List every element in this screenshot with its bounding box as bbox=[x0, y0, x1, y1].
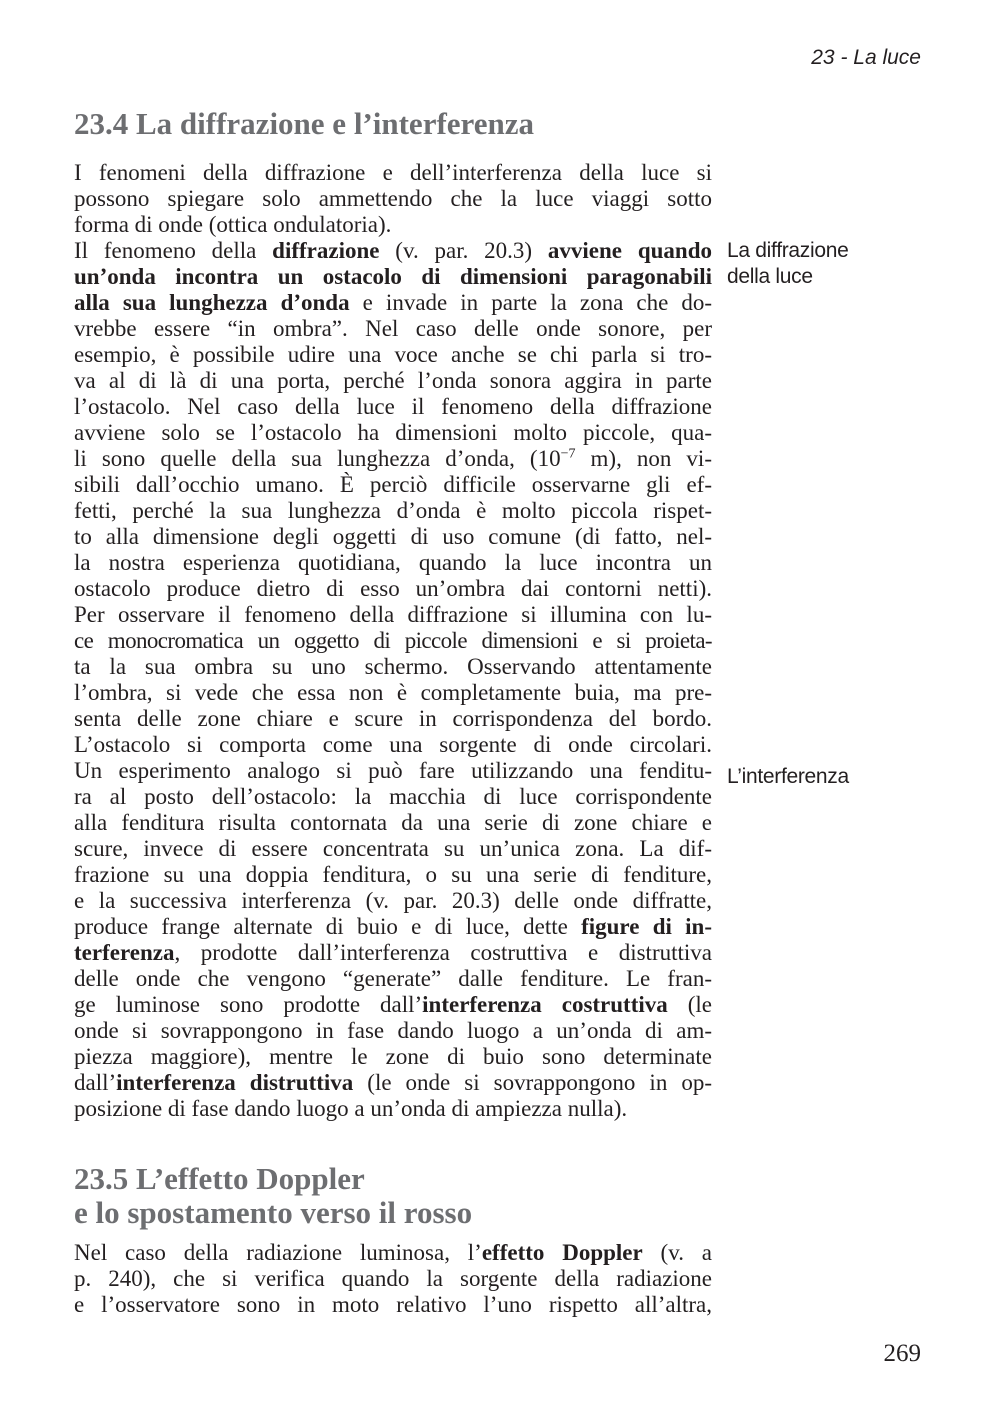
text-line: scure, invece di essere concentrata su un’unica zona. La dif- bbox=[74, 836, 712, 861]
text-line: onde si sovrappongono in fase dando luogo a un’onda di am- bbox=[74, 1018, 712, 1043]
text-line: vrebbe essere “in ombra”. Nel caso delle onde sonore, per bbox=[74, 316, 712, 341]
text-line: Nel caso della radiazione luminosa, l’effetto Doppler (v. a bbox=[74, 1240, 712, 1265]
bold-term: terferenza bbox=[74, 940, 175, 965]
text-line: ge luminose sono prodotte dall’interferenza costruttiva (le bbox=[74, 992, 712, 1017]
text-line: I fenomeni della diffrazione e dell’interferenza della luce si bbox=[74, 160, 712, 185]
bold-term: avviene quando bbox=[547, 238, 712, 263]
text-line: avviene solo se l’ostacolo ha dimensioni molto piccole, qua- bbox=[74, 420, 712, 445]
margin-note-diffrazione bbox=[727, 238, 849, 290]
section-heading-line: 23.5 L’effetto Doppler bbox=[74, 1161, 365, 1196]
text-line: ostacolo produce dietro di esso un’ombra dai contorni netti). bbox=[74, 576, 712, 601]
text-line: posizione di fase dando luogo a un’onda di ampiezza nulla). bbox=[74, 1096, 628, 1121]
bold-term: effetto Doppler bbox=[481, 1240, 643, 1265]
text-line: forma di onde (ottica ondulatoria). bbox=[74, 212, 392, 237]
text-line: Un esperimento analogo si può fare utilizzando una fenditu- bbox=[74, 758, 712, 783]
bold-term: interferenza distruttiva bbox=[116, 1070, 354, 1095]
text-line: li sono quelle della sua lunghezza d’onda, ($10^{-7}$ m), non vi- bbox=[74, 446, 712, 471]
text-line: produce frange alternate di buio e di luce, dette figure di in- bbox=[74, 914, 712, 939]
text-line: la nostra esperienza quotidiana, quando la luce incontra un bbox=[74, 550, 712, 575]
section-heading-23-4 bbox=[74, 107, 534, 141]
text-line: va al di là di una porta, perché l’onda sonora aggira in parte bbox=[74, 368, 712, 393]
text-line: sibili dall’occhio umano. È perciò difficile osservarne gli ef- bbox=[74, 472, 712, 497]
text-line: l’ostacolo. Nel caso della luce il fenomeno della diffrazione bbox=[74, 394, 712, 419]
text-line: senta delle zone chiare e scure in corrispondenza del bordo. bbox=[74, 706, 712, 731]
section-heading-text: 23.4 La diffrazione e l’interferenza bbox=[74, 106, 534, 141]
margin-note-line: L’interferenza bbox=[727, 765, 849, 788]
margin-note-interferenza bbox=[727, 764, 849, 790]
text-line: ra al posto dell’ostacolo: la macchia di luce corrispondente bbox=[74, 784, 712, 809]
bold-term: figure di in- bbox=[581, 914, 712, 939]
text-line: e la successiva interferenza (v. par. 20.3) delle onde diffratte, bbox=[74, 888, 712, 913]
bold-term: interferenza costruttiva bbox=[422, 992, 668, 1017]
text-line: L’ostacolo si comporta come una sorgente di onde circolari. bbox=[74, 732, 712, 757]
text-line: piezza maggiore), mentre le zone di buio sono determinate bbox=[74, 1044, 712, 1069]
text-line: Per osservare il fenomeno della diffrazione si illumina con lu- bbox=[74, 602, 712, 627]
section-heading-line: e lo spostamento verso il rosso bbox=[74, 1195, 473, 1230]
text-line: p. 240), che si verifica quando la sorgente della radiazione bbox=[74, 1266, 712, 1291]
margin-note-line: La diffrazione bbox=[727, 239, 849, 262]
text-line: dall’interferenza distruttiva (le onde si sovrappongono in op- bbox=[74, 1070, 712, 1095]
text-line: possono spiegare solo ammettendo che la luce viaggi sotto bbox=[74, 186, 712, 211]
text-line: fetti, perché la sua lunghezza d’onda è molto piccola rispet- bbox=[74, 498, 712, 523]
text-line: e l’osservatore sono in moto relativo l’uno rispetto all’altra, bbox=[74, 1292, 712, 1317]
running-head: 23 - La luce bbox=[811, 46, 921, 69]
section-heading-23-5 bbox=[74, 1162, 472, 1230]
text-line: Il fenomeno della diffrazione (v. par. 20.3) avviene quando bbox=[74, 238, 712, 263]
text-line: alla sua lunghezza d’onda e invade in parte la zona che do- bbox=[74, 290, 712, 315]
margin-note-line: della luce bbox=[727, 265, 813, 288]
text-line: l’ombra, si vede che essa non è completamente buia, ma pre- bbox=[74, 680, 712, 705]
text-line: terferenza, prodotte dall’interferenza costruttiva e distruttiva bbox=[74, 940, 712, 965]
bold-term: diffrazione bbox=[272, 238, 380, 263]
page-number: 269 bbox=[883, 1340, 921, 1367]
text-line: delle onde che vengono “generate” dalle fenditure. Le fran- bbox=[74, 966, 712, 991]
bold-term: un’onda incontra un ostacolo di dimensioni paragonabili bbox=[74, 264, 712, 289]
text-line: ta la sua ombra su uno schermo. Osservando attentamente bbox=[74, 654, 712, 679]
text-line: esempio, è possibile udire una voce anche se chi parla si tro- bbox=[74, 342, 712, 367]
text-line: frazione su una doppia fenditura, o su una serie di fenditure, bbox=[74, 862, 712, 887]
bold-term: alla sua lunghezza d’onda bbox=[74, 290, 350, 315]
text-line bbox=[74, 264, 712, 290]
text-line: ce monocromatica un oggetto di piccole dimensioni e si proieta- bbox=[74, 628, 712, 653]
text-line: to alla dimensione degli oggetti di uso comune (di fatto, nel- bbox=[74, 524, 712, 549]
text-line: alla fenditura risulta contornata da una serie di zone chiare e bbox=[74, 810, 712, 835]
